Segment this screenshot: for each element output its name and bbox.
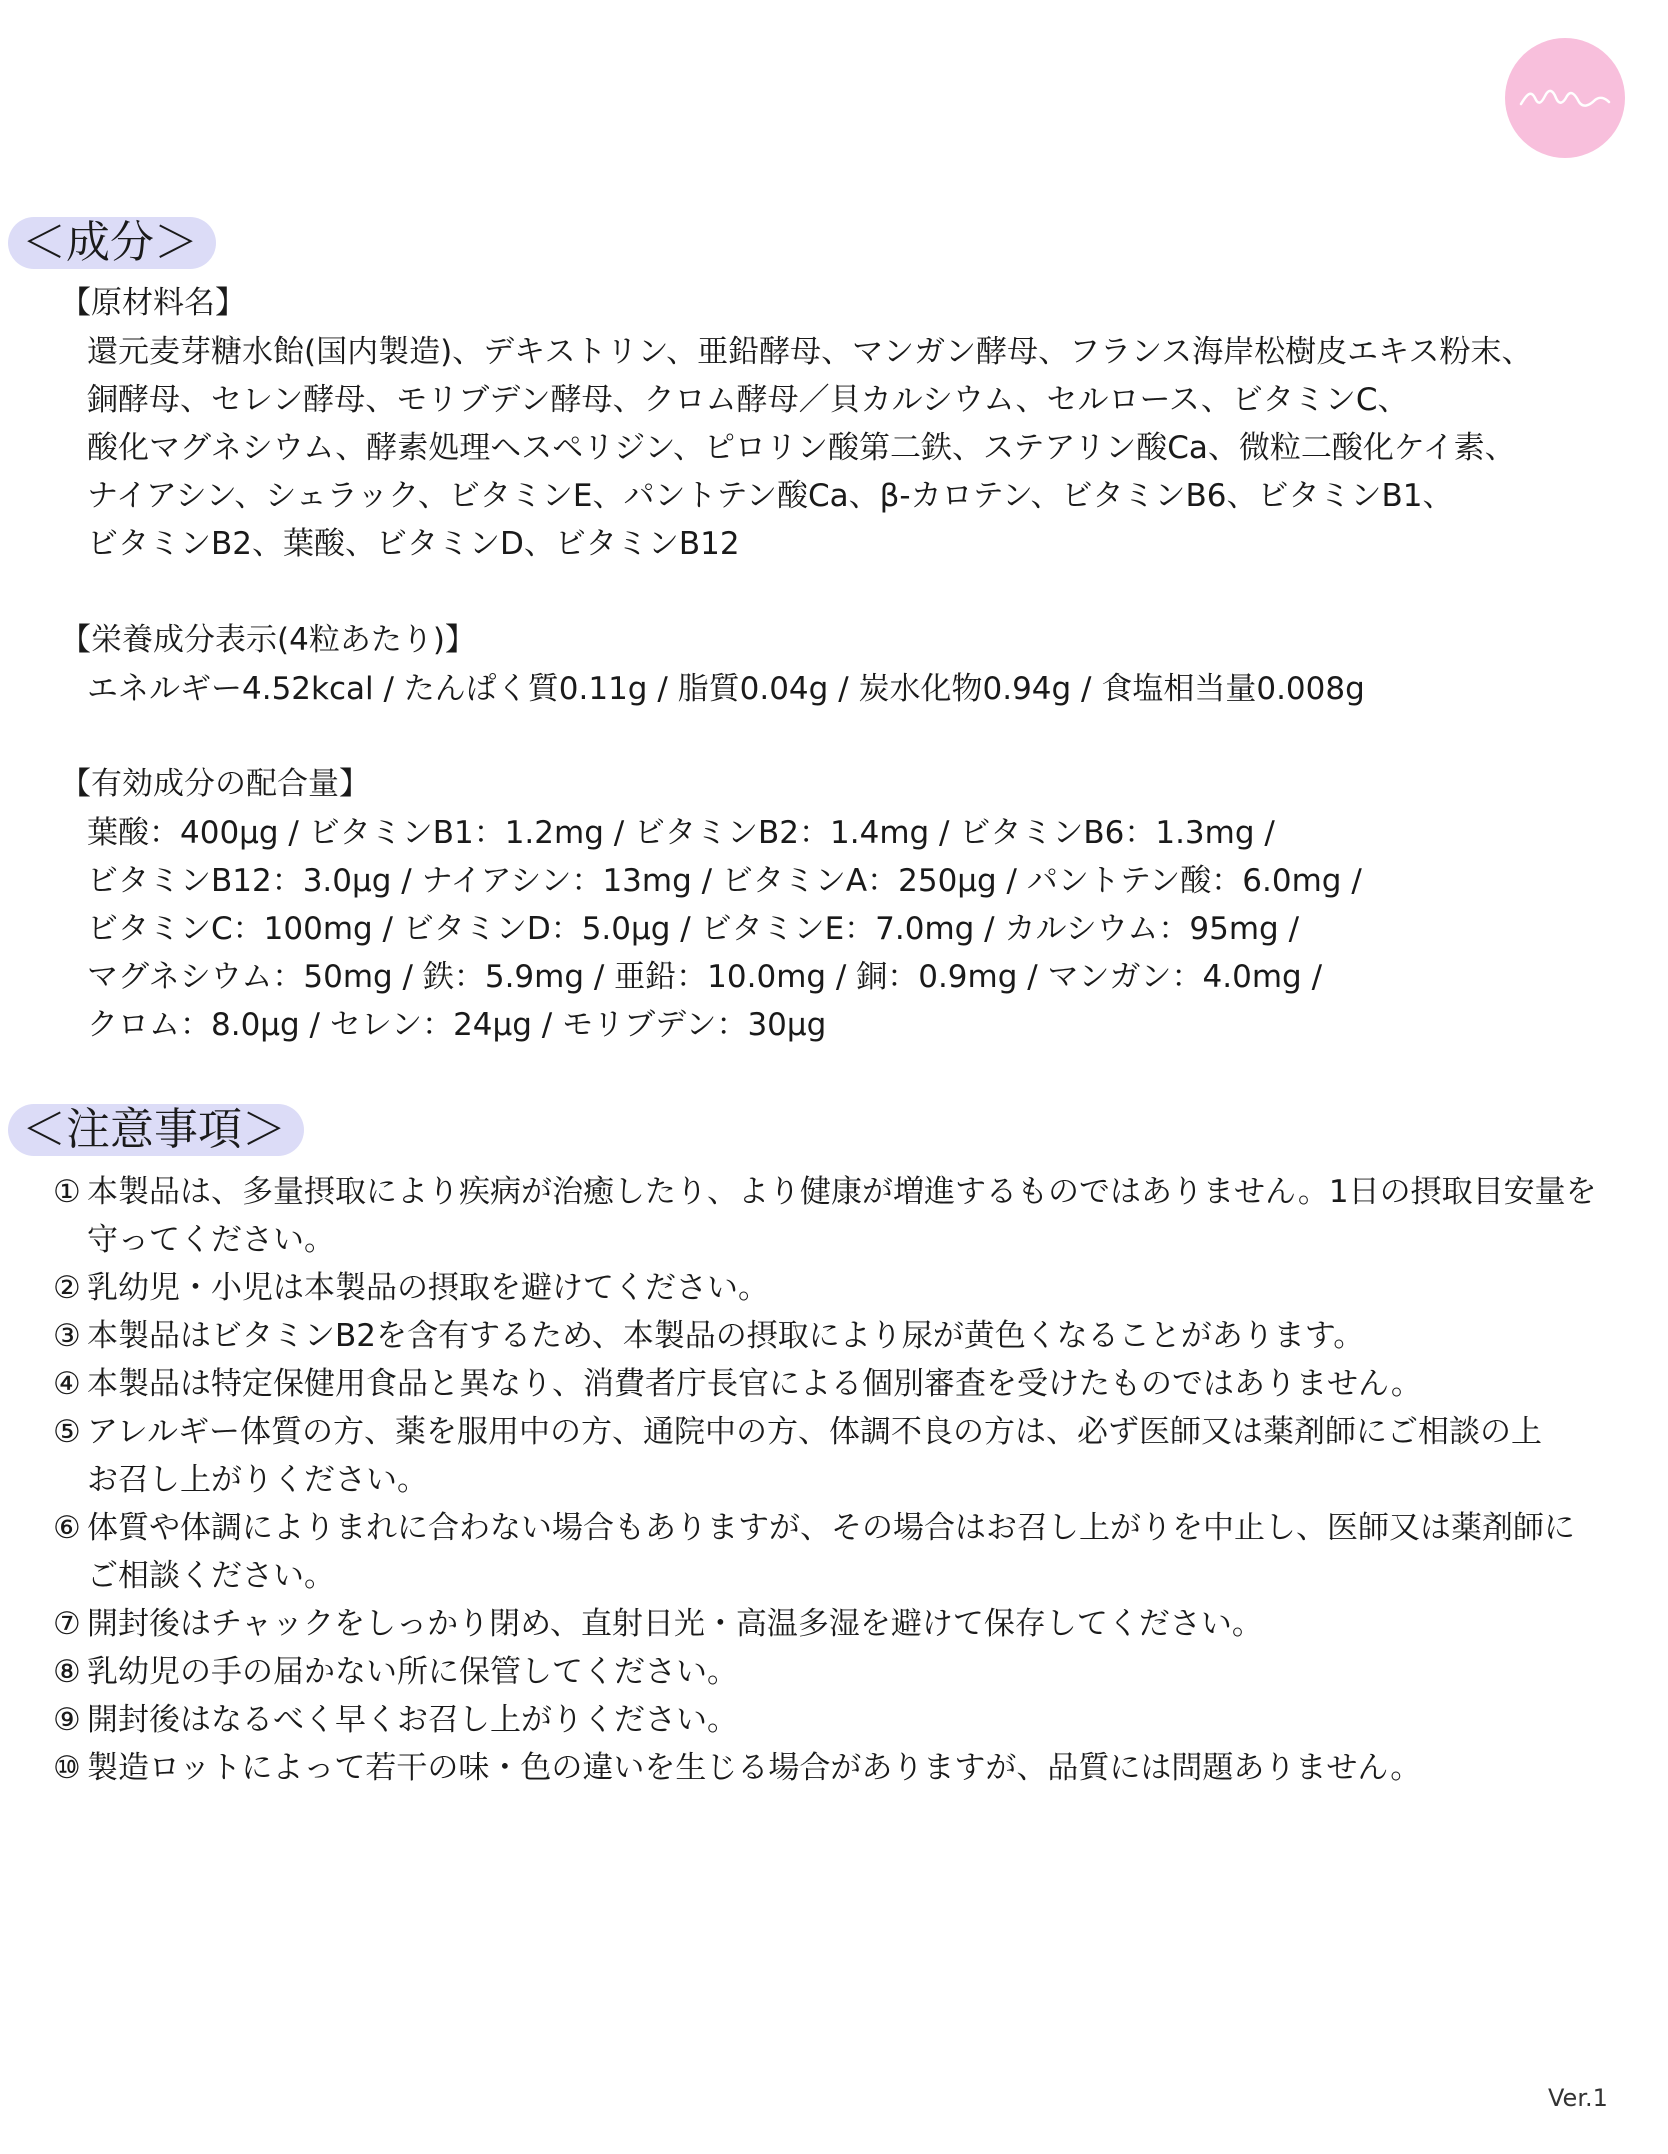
effective-ingredients-list: [87, 809, 1362, 1049]
effective-ingredients-heading: 【有効成分の配合量】: [60, 766, 370, 802]
raw-materials-line: ナイアシン、シェラック、ビタミンE、パントテン酸Ca、β-カロテン、ビタミンB6、ビタミンB1、: [87, 478, 1454, 514]
effective-ingredients-line: ビタミンC：100mg / ビタミンD：5.0μg / ビタミンE：7.0mg / カルシウム：95mg /: [87, 911, 1300, 947]
cautions-list: [53, 1168, 1597, 1792]
caution-item: [53, 1504, 1597, 1600]
caution-item: [53, 1312, 1597, 1360]
effective-ingredients-line: クロム：8.0μg / セレン：24μg / モリブデン：30μg: [87, 1007, 827, 1043]
nutrition-line: エネルギー4.52kcal / たんぱく質0.11g / 脂質0.04g / 炭水化物0.94g / 食塩相当量0.008g: [87, 671, 1365, 707]
caution-text: 本製品はビタミンB2を含有するため、本製品の摂取により尿が黄色くなることがあります。: [87, 1318, 1365, 1354]
caution-text: 開封後はなるべく早くお召し上がりください。: [87, 1702, 738, 1738]
caution-number: ⑤: [53, 1414, 81, 1450]
caution-text: アレルギー体質の方、薬を服用中の方、通院中の方、体調不良の方は、必ず医師又は薬剤師にご相談の上: [87, 1414, 1542, 1450]
raw-materials-list: [87, 328, 1533, 568]
caution-item: [53, 1744, 1597, 1792]
raw-materials-line: 還元麦芽糖水飴(国内製造)、デキストリン、亜鉛酵母、マンガン酵母、フランス海岸松樹皮エキス粉末、: [87, 334, 1533, 370]
brand-logo: [1505, 38, 1625, 158]
caution-text-continued: お召し上がりください。: [87, 1462, 428, 1498]
caution-item: [53, 1696, 1597, 1744]
caution-item: [53, 1168, 1597, 1264]
raw-materials-heading: 【原材料名】: [60, 285, 246, 321]
section-title-cautions: ＜注意事項＞: [8, 1104, 304, 1156]
caution-item: [53, 1408, 1597, 1504]
caution-number: ⑩: [53, 1750, 81, 1786]
raw-materials-line: 酸化マグネシウム、酵素処理ヘスペリジン、ピロリン酸第二鉄、ステアリン酸Ca、微粒二酸化ケイ素、: [87, 430, 1516, 466]
raw-materials-line: 銅酵母、セレン酵母、モリブデン酵母、クロム酵母／貝カルシウム、セルロース、ビタミンC、: [87, 382, 1409, 418]
caution-number: ⑦: [53, 1606, 81, 1642]
caution-text: 本製品は特定保健用食品と異なり、消費者庁長官による個別審査を受けたものではありません。: [87, 1366, 1422, 1402]
raw-materials-line: ビタミンB2、葉酸、ビタミンD、ビタミンB12: [87, 526, 740, 562]
caution-item: [53, 1264, 1597, 1312]
caution-text: 体質や体調によりまれに合わない場合もありますが、その場合はお召し上がりを中止し、医師又は薬剤師に: [87, 1510, 1575, 1546]
caution-text: 乳幼児・小児は本製品の摂取を避けてください。: [87, 1270, 769, 1306]
caution-item: [53, 1600, 1597, 1648]
caution-text: 乳幼児の手の届かない所に保管してください。: [87, 1654, 738, 1690]
caution-text-continued: 守ってください。: [87, 1222, 335, 1258]
nutrition-list: [87, 665, 1365, 713]
caution-text: 開封後はチャックをしっかり閉め、直射日光・高温多湿を避けて保存してください。: [87, 1606, 1263, 1642]
caution-number: ⑥: [53, 1510, 81, 1546]
wave-line-icon: [1505, 38, 1625, 158]
caution-number: ④: [53, 1366, 81, 1402]
caution-text-continued: ご相談ください。: [87, 1558, 335, 1594]
caution-text: 製造ロットによって若干の味・色の違いを生じる場合がありますが、品質には問題ありません。: [87, 1750, 1422, 1786]
caution-text: 本製品は、多量摂取により疾病が治癒したり、より健康が増進するものではありません。1日の摂取目安量を: [87, 1174, 1597, 1210]
caution-number: ②: [53, 1270, 81, 1306]
version-label: Ver.1: [1548, 2084, 1608, 2112]
effective-ingredients-line: 葉酸：400μg / ビタミンB1：1.2mg / ビタミンB2：1.4mg / ビタミンB6：1.3mg /: [87, 815, 1275, 851]
caution-item: [53, 1360, 1597, 1408]
caution-number: ①: [53, 1174, 81, 1210]
caution-item: [53, 1648, 1597, 1696]
caution-number: ③: [53, 1318, 81, 1354]
caution-number: ⑧: [53, 1654, 81, 1690]
nutrition-heading: 【栄養成分表示(4粒あたり)】: [60, 622, 476, 658]
caution-number: ⑨: [53, 1702, 81, 1738]
effective-ingredients-line: マグネシウム：50mg / 鉄：5.9mg / 亜鉛：10.0mg / 銅：0.9mg / マンガン：4.0mg /: [87, 959, 1323, 995]
section-title-ingredients: ＜成分＞: [8, 217, 216, 269]
effective-ingredients-line: ビタミンB12：3.0μg / ナイアシン：13mg / ビタミンA：250μg / パントテン酸：6.0mg /: [87, 863, 1362, 899]
